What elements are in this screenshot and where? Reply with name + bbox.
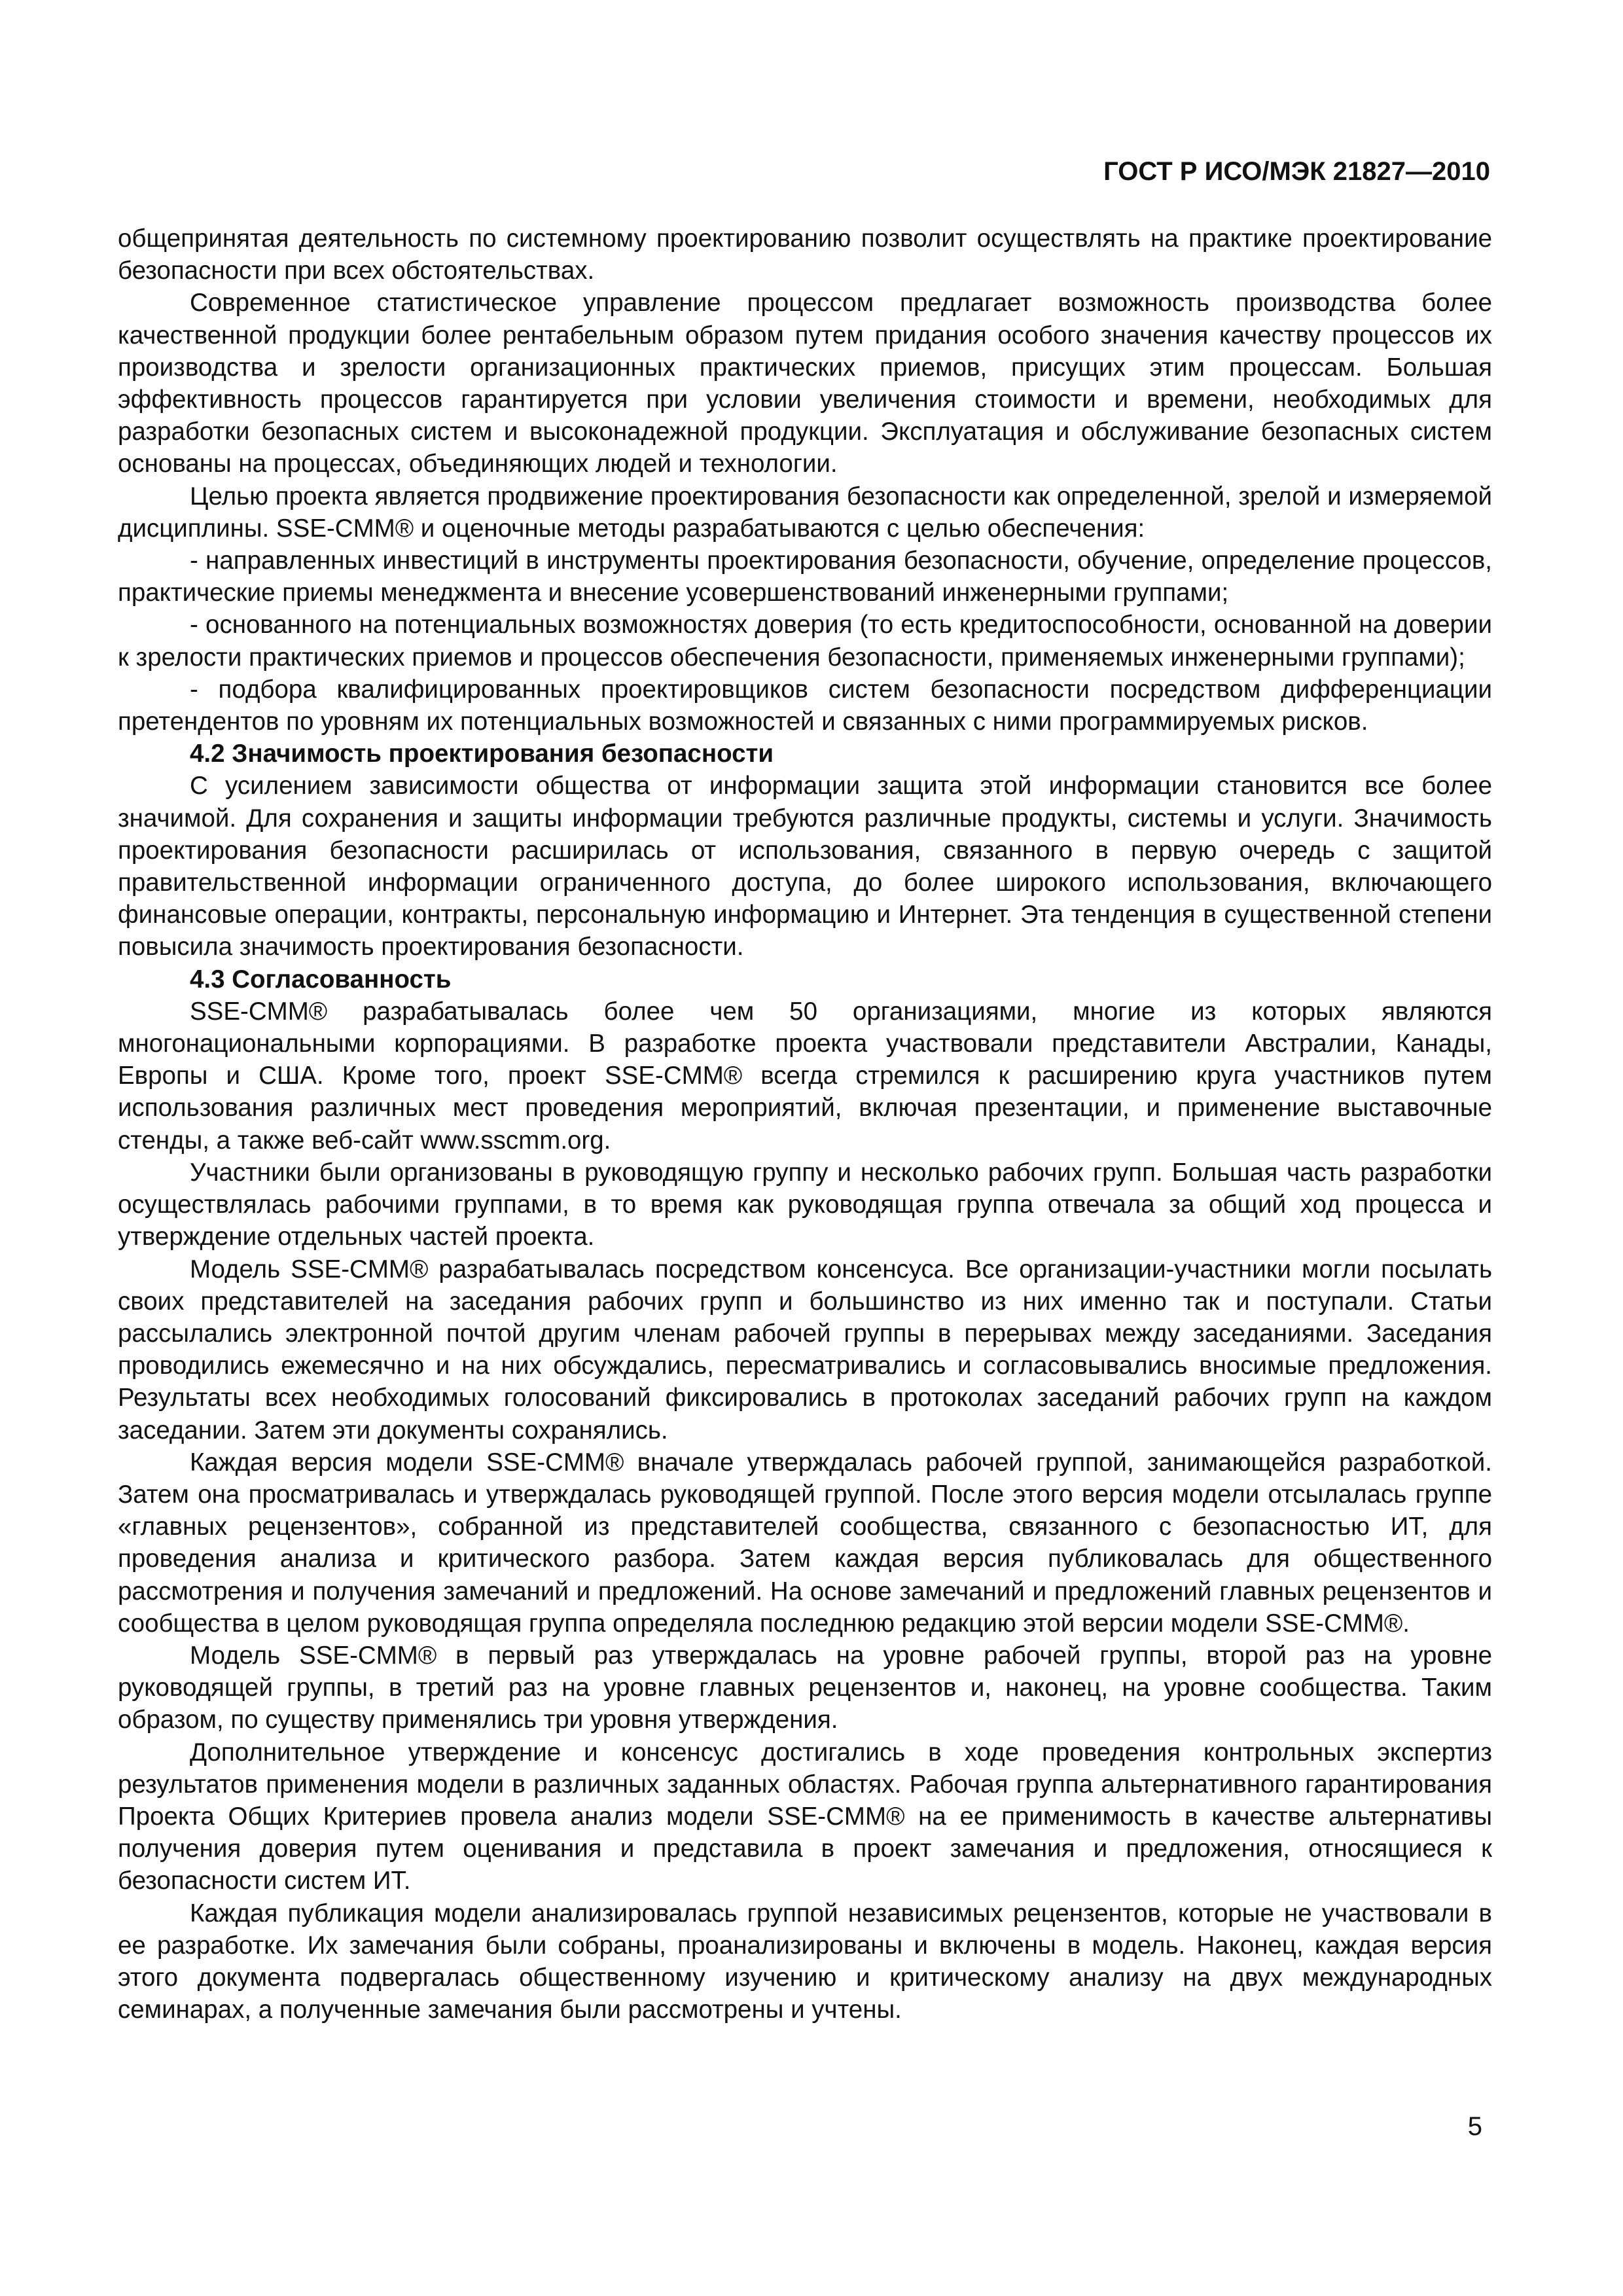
paragraph: Модель SSE-CMM® разрабатывалась посредством консенсуса. Все организации-участники могли посылать своих представителей на заседания рабочих групп и большинство из них именно так и поступали. Статьи рассылались электронной почтой другим членам рабочей группы в перерывах между заседаниями. Заседания проводились ежемесячно и на них обсуждались, пересматривались и согласовывались вносимые предложения. Результаты всех необходимых голосований фиксировались в протоколах заседаний рабочих групп на каждом заседании. Затем эти документы сохранялись.: [118, 1255, 1492, 1444]
paragraph: С усилением зависимости общества от информации защита этой информации становится все более значимой. Для сохранения и защиты информации требуются различные продукты, системы и услуги. Значимость проектирования безопасности расширилась от использования, связанного в первую очередь с защитой правительственной информации ограниченного доступа, до более широкого использования, включающего финансовые операции, контракты, персональную информацию и Интернет. Эта тенденция в существенной степени повысила значимость проектирования безопасности.: [118, 772, 1492, 961]
paragraph: Модель SSE-CMM® в первый раз утверждалась на уровне рабочей группы, второй раз на уровне руководящей группы, в третий раз на уровне главных рецензентов и, наконец, на уровне сообщества. Таким образом, по существу применялись три уровня утверждения.: [118, 1641, 1492, 1734]
page-number: 5: [1467, 2112, 1482, 2141]
paragraph: SSE-CMM® разрабатывалась более чем 50 организациями, многие из которых являются многонациональными корпорациями. В разработке проекта участвовали представители Австралии, Канады, Европы и США. Кроме того, проект SSE-CMM® всегда стремился к расширению круга участников путем использования различных мест проведения мероприятий, включая презентации, и применение выставочные стенды, а также веб-сайт www.sscmm.org.: [118, 997, 1492, 1155]
document-header: ГОСТ Р ИСО/МЭК 21827—2010: [1103, 157, 1490, 186]
paragraph: Современное статистическое управление процессом предлагает возможность производства более качественной продукции более рентабельным образом путем придания особого значения качеству процессов их производства и зрелости организационных практических приемов, присущих этим процессам. Большая эффективность процессов гарантируется при условии увеличения стоимости и времени, необходимых для разработки безопасных систем и высоконадежной продукции. Эксплуатация и обслуживание безопасных систем основаны на процессах, объединяющих людей и технологии.: [118, 289, 1492, 478]
paragraph: Целью проекта является продвижение проектирования безопасности как определенной, зрелой и измеряемой дисциплины. SSE-CMM® и оценочные методы разрабатываются с целью обеспечения:: [118, 482, 1492, 543]
list-item: - подбора квалифицированных проектировщиков систем безопасности посредством дифференциации претендентов по уровням их потенциальных возможностей и связанных с ними программируемых рисков.: [118, 675, 1492, 736]
list-item: - основанного на потенциальных возможностях доверия (то есть кредитоспособности, основанной на доверии к зрелости практических приемов и процессов обеспечения безопасности, применяемых инженерными группами);: [118, 611, 1492, 672]
list-item: - направленных инвестиций в инструменты проектирования безопасности, обучение, определение процессов, практические приемы менеджмента и внесение усовершенствований инженерными группами;: [118, 547, 1492, 607]
paragraph: Каждая версия модели SSE-CMM® вначале утверждалась рабочей группой, занимающейся разработкой. Затем она просматривалась и утверждалась руководящей группой. После этого версия модели отсылалась группе «главных рецензентов», собранной из представителей сообщества, связанного с безопасностью ИТ, для проведения анализа и критического разбора. Затем каждая версия публиковалась для общественного рассмотрения и получения замечаний и предложений. На основе замечаний и предложений главных рецензентов и сообщества в целом руководящая группа определяла последнюю редакцию этой версии модели SSE-CMM®.: [118, 1448, 1492, 1638]
paragraph: Дополнительное утверждение и консенсус достигались в ходе проведения контрольных экспертиз результатов применения модели в различных заданных областях. Рабочая группа альтернативного гарантирования Проекта Общих Критериев провела анализ модели SSE-CMM® на ее применимость в качестве альтернативы получения доверия путем оценивания и представила в проект замечания и предложения, относящиеся к безопасности систем ИТ.: [118, 1738, 1492, 1895]
paragraph: Каждая публикация модели анализировалась группой независимых рецензентов, которые не участвовали в ее разработке. Их замечания были собраны, проанализированы и включены в модель. Наконец, каждая версия этого документа подвергалась общественному изучению и критическому анализу на двух международных семинарах, а полученные замечания были рассмотрены и учтены.: [118, 1899, 1492, 2024]
section-heading-4-3: 4.3 Согласованность: [190, 965, 452, 994]
section-heading-4-2: 4.2 Значимость проектирования безопасности: [190, 740, 774, 768]
document-body: [118, 223, 1492, 2026]
paragraph: Участники были организованы в руководящую группу и несколько рабочих групп. Большая часть разработки осуществлялась рабочими группами, в то время как руководящая группа отвечала за общий ход процесса и утверждение отдельных частей проекта.: [118, 1158, 1492, 1251]
paragraph-continuation: общепринятая деятельность по системному проектированию позволит осуществлять на практике проектирование безопасности при всех обстоятельствах.: [118, 224, 1492, 285]
